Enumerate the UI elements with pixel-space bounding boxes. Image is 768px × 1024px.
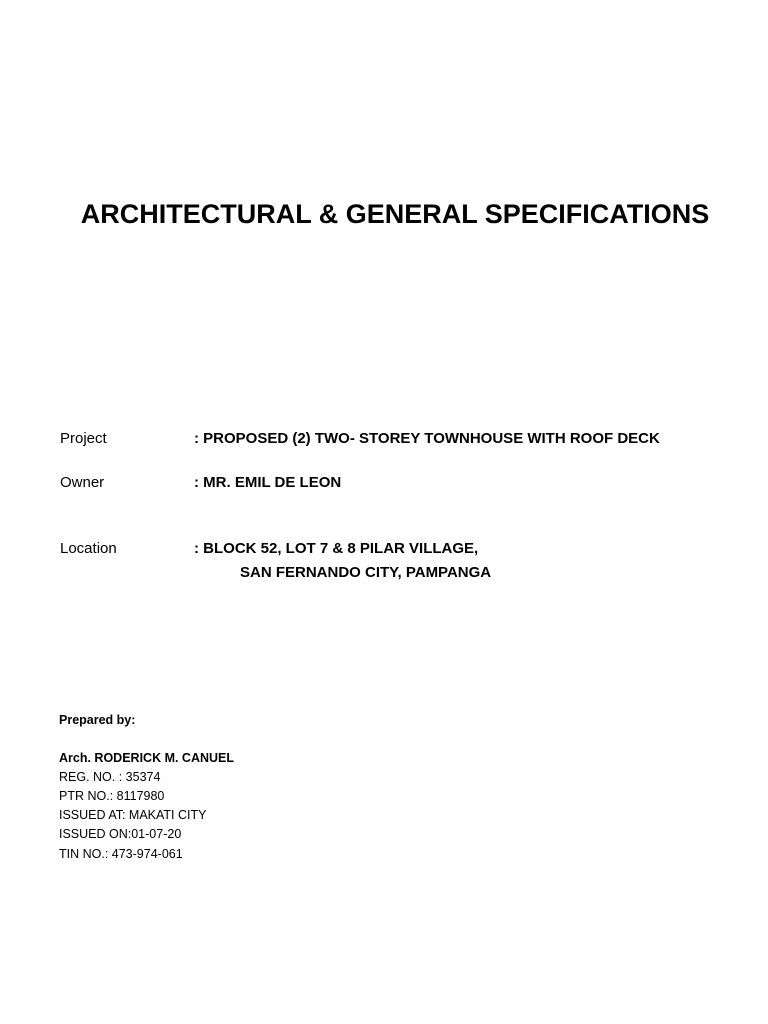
tin-no: TIN NO.: 473-974-061 <box>59 847 183 861</box>
document-title: ARCHITECTURAL & GENERAL SPECIFICATIONS <box>80 199 710 229</box>
issued-on: ISSUED ON:01-07-20 <box>59 827 182 841</box>
location-label: Location <box>60 540 117 557</box>
ptr-no: PTR NO.: 8117980 <box>59 789 165 803</box>
project-value: : PROPOSED (2) TWO- STOREY TOWNHOUSE WITH ROOF DECK <box>194 430 660 447</box>
owner-value: : MR. EMIL DE LEON <box>194 474 342 491</box>
owner-label: Owner <box>60 474 105 491</box>
reg-no: REG. NO. : 35374 <box>59 770 161 784</box>
location-value-line2: SAN FERNANDO CITY, PAMPANGA <box>240 564 492 581</box>
architect-name: Arch. RODERICK M. CANUEL <box>59 751 235 765</box>
project-label: Project <box>60 430 107 447</box>
prepared-by-heading: Prepared by: <box>59 713 136 727</box>
location-value-line1: : BLOCK 52, LOT 7 & 8 PILAR VILLAGE, <box>194 540 479 557</box>
issued-at: ISSUED AT: MAKATI CITY <box>59 808 207 822</box>
